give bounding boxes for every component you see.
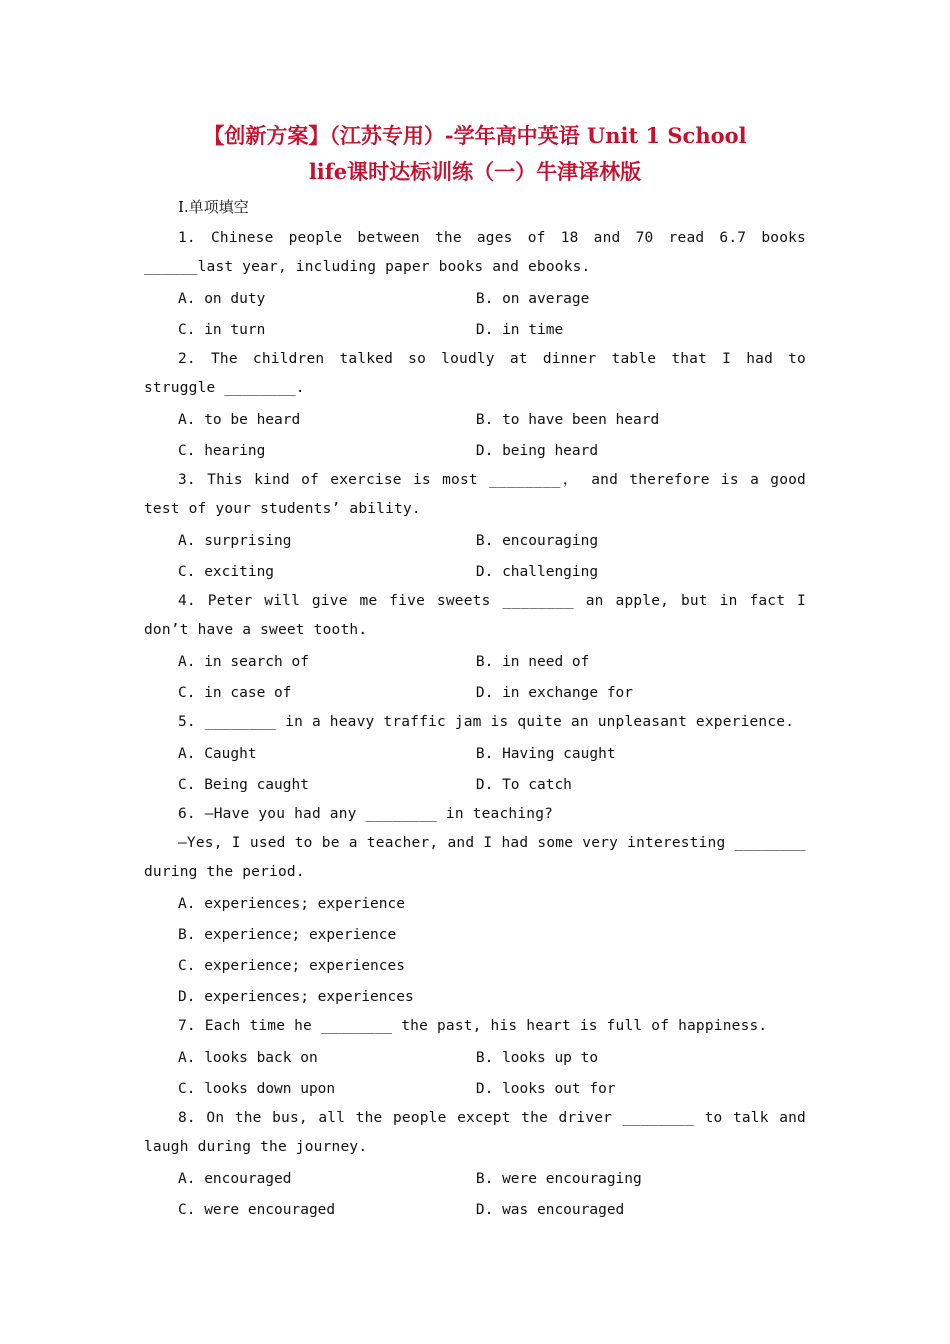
option-a: A. experiences; experience: [178, 895, 405, 912]
page-title-line-2: life课时达标训练（一）牛津译林版: [308, 159, 642, 184]
question-stem: 4. Peter will give me five sweets ________ an apple, but in fact I don’t have a sweet tooth.: [144, 593, 806, 638]
option-a: A. encouraged: [178, 1170, 292, 1187]
question-6: [144, 800, 806, 1012]
question-stem: 8. On the bus, all the people except the driver ________ to talk and laugh during the journey.: [144, 1110, 806, 1155]
question-stem-reply: —Yes, I used to be a teacher, and I had some very interesting ________ during the period.: [144, 835, 806, 880]
page-title-line-1: 【创新方案】（江苏专用）-学年高中英语 Unit 1 School: [203, 123, 747, 148]
option-b: B. to have been heard: [475, 411, 660, 428]
option-c: C. in turn: [178, 321, 266, 338]
option-c: C. in case of: [178, 684, 292, 701]
option-c: C. exciting: [178, 563, 275, 580]
option-d: D. was encouraged: [475, 1201, 625, 1218]
option-a: A. Caught: [178, 745, 257, 762]
question-1: [144, 224, 806, 345]
question-2: [144, 345, 806, 466]
question-stem: 6. —Have you had any ________ in teaching?: [178, 806, 554, 822]
question-stem: 2. The children talked so loudly at dinner table that I had to struggle ________.: [144, 351, 806, 396]
question-3: [144, 466, 806, 587]
option-b: B. Having caught: [475, 745, 616, 762]
question-5: [144, 708, 806, 800]
option-d: D. challenging: [475, 563, 599, 580]
option-c: C. looks down upon: [178, 1080, 336, 1097]
option-d: D. being heard: [475, 442, 599, 459]
option-a: A. to be heard: [178, 411, 301, 428]
option-b: B. encouraging: [475, 532, 599, 549]
option-b: B. in need of: [475, 653, 590, 670]
question-8: [144, 1104, 806, 1225]
option-b: B. looks up to: [475, 1049, 599, 1066]
option-c: C. experience; experiences: [178, 957, 405, 974]
option-d: D. in time: [475, 321, 564, 338]
option-d: D. To catch: [475, 776, 572, 793]
question-stem: 1. Chinese people between the ages of 18 and 70 read 6.7 books ______last year, including paper books and ebooks.: [144, 230, 806, 275]
option-d: D. experiences; experiences: [178, 988, 414, 1005]
option-a: A. looks back on: [178, 1049, 318, 1066]
question-list: [144, 224, 806, 1225]
option-d: D. in exchange for: [475, 684, 634, 701]
option-c: C. Being caught: [178, 776, 309, 793]
option-a: A. in search of: [178, 653, 309, 670]
question-4: [144, 587, 806, 708]
option-d: D. looks out for: [475, 1080, 616, 1097]
question-stem: 7. Each time he ________ the past, his heart is full of happiness.: [178, 1018, 768, 1034]
option-b: B. on average: [475, 290, 590, 307]
question-stem: 3. This kind of exercise is most ________， and therefore is a good test of your students’ ability.: [144, 472, 806, 517]
option-b: B. were encouraging: [475, 1170, 642, 1187]
option-b: B. experience; experience: [178, 926, 397, 943]
question-stem: 5. ________ in a heavy traffic jam is quite an unpleasant experience.: [178, 714, 795, 730]
option-a: A. surprising: [178, 532, 292, 549]
option-c: C. were encouraged: [178, 1201, 336, 1218]
question-7: [144, 1012, 806, 1104]
option-c: C. hearing: [178, 442, 266, 459]
option-a: A. on duty: [178, 290, 266, 307]
section-heading: Ⅰ.单项填空: [178, 198, 249, 216]
